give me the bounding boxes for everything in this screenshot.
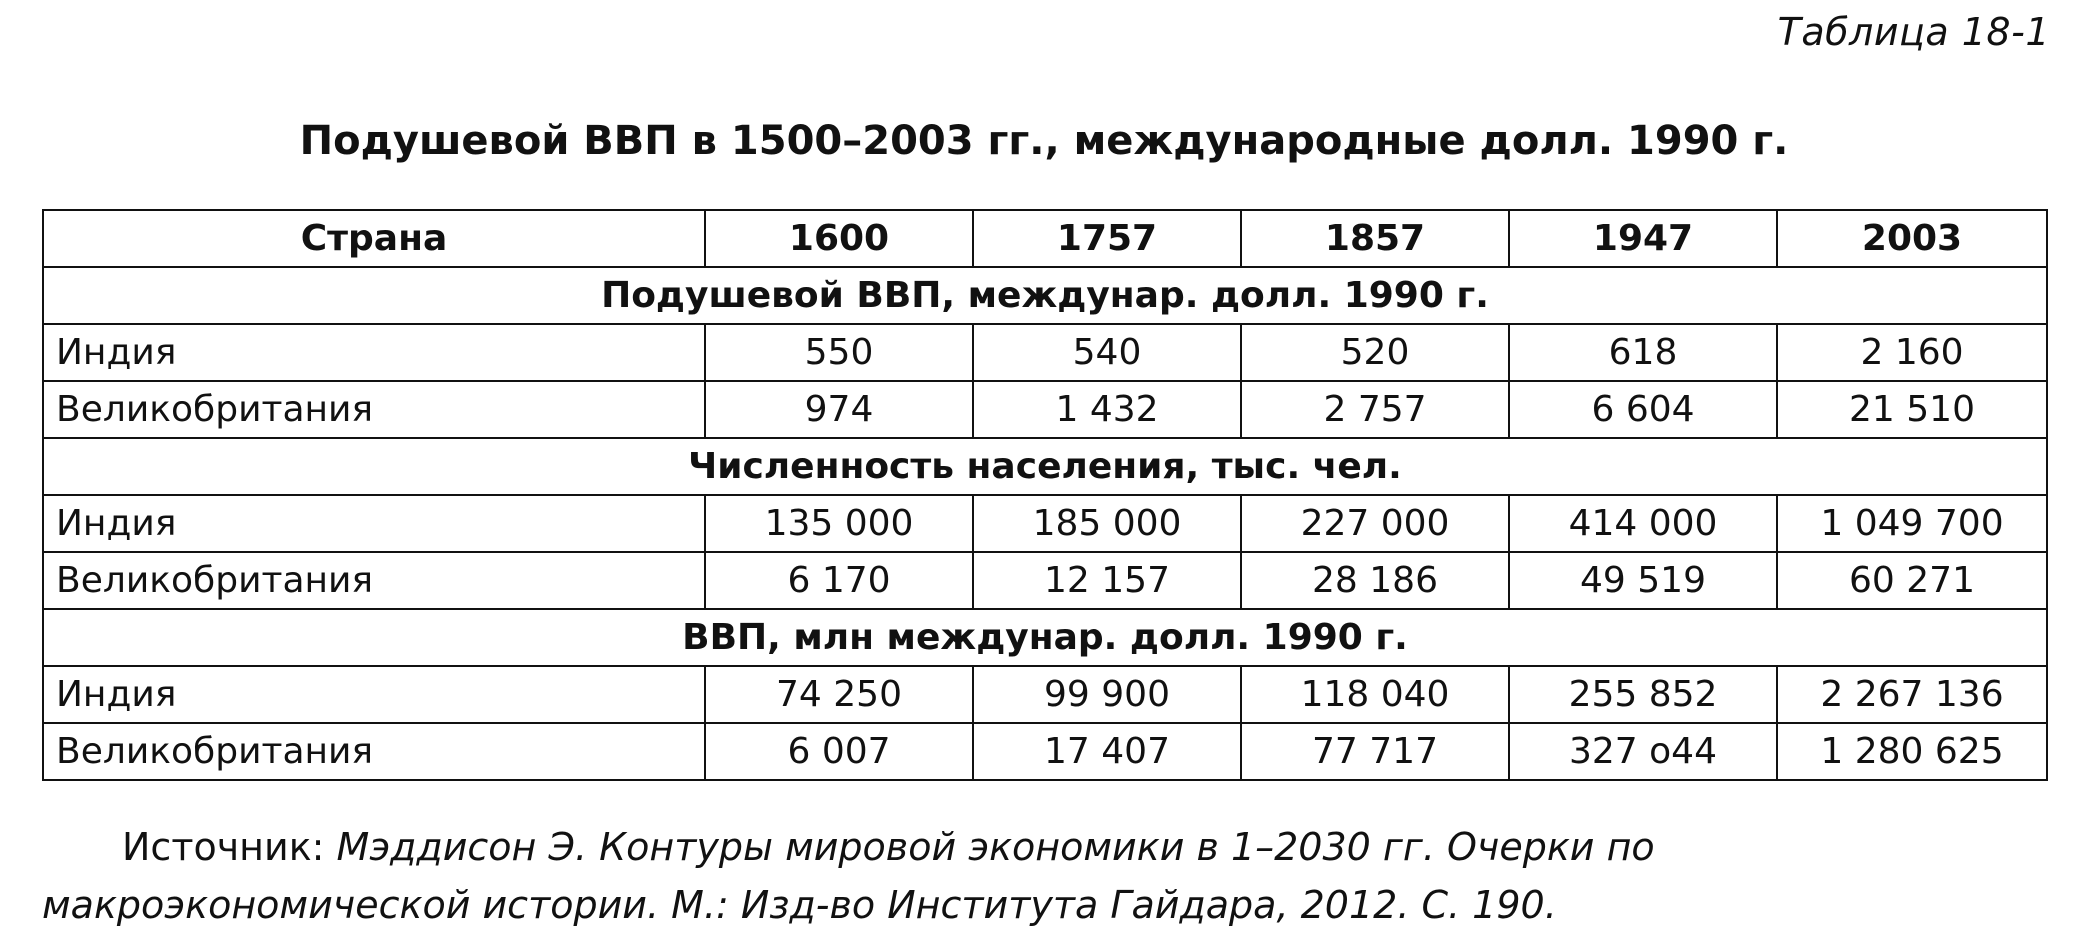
value-cell: 17 407 bbox=[973, 723, 1241, 780]
source-label: Источник: bbox=[122, 825, 337, 869]
section-row bbox=[43, 438, 2047, 495]
value-cell: 1 432 bbox=[973, 381, 1241, 438]
value-cell: 227 000 bbox=[1241, 495, 1509, 552]
value-cell: 2 267 136 bbox=[1777, 666, 2047, 723]
section-row bbox=[43, 267, 2047, 324]
table-row bbox=[43, 723, 2047, 780]
value-cell: 6 007 bbox=[705, 723, 973, 780]
header-year: 2003 bbox=[1777, 210, 2047, 267]
header-row bbox=[43, 210, 2047, 267]
value-cell: 255 852 bbox=[1509, 666, 1777, 723]
value-cell: 99 900 bbox=[973, 666, 1241, 723]
header-year: 1857 bbox=[1241, 210, 1509, 267]
value-cell: 74 250 bbox=[705, 666, 973, 723]
table-row bbox=[43, 324, 2047, 381]
section-row bbox=[43, 609, 2047, 666]
section-title: Численность населения, тыс. чел. bbox=[43, 438, 2047, 495]
value-cell: 2 757 bbox=[1241, 381, 1509, 438]
value-cell: 60 271 bbox=[1777, 552, 2047, 609]
value-cell: 550 bbox=[705, 324, 973, 381]
value-cell: 1 049 700 bbox=[1777, 495, 2047, 552]
country-cell: Великобритания bbox=[43, 381, 705, 438]
value-cell: 77 717 bbox=[1241, 723, 1509, 780]
value-cell: 28 186 bbox=[1241, 552, 1509, 609]
header-year: 1947 bbox=[1509, 210, 1777, 267]
value-cell: 1 280 625 bbox=[1777, 723, 2047, 780]
value-cell: 118 040 bbox=[1241, 666, 1509, 723]
table-row bbox=[43, 495, 2047, 552]
value-cell: 618 bbox=[1509, 324, 1777, 381]
table-row bbox=[43, 666, 2047, 723]
table-title: Подушевой ВВП в 1500–2003 гг., международные долл. 1990 г. bbox=[299, 118, 1789, 164]
section-title: Подушевой ВВП, междунар. долл. 1990 г. bbox=[43, 267, 2047, 324]
value-cell: 21 510 bbox=[1777, 381, 2047, 438]
country-cell: Индия bbox=[43, 666, 705, 723]
country-cell: Индия bbox=[43, 495, 705, 552]
value-cell: 540 bbox=[973, 324, 1241, 381]
table-row bbox=[43, 381, 2047, 438]
header-country: Страна bbox=[43, 210, 705, 267]
country-cell: Великобритания bbox=[43, 723, 705, 780]
gdp-table bbox=[42, 209, 2048, 781]
value-cell: 49 519 bbox=[1509, 552, 1777, 609]
value-cell: 520 bbox=[1241, 324, 1509, 381]
value-cell: 414 000 bbox=[1509, 495, 1777, 552]
value-cell: 974 bbox=[705, 381, 973, 438]
source-citation: Мэддисон Э. Контуры мировой экономики в 1–2030 гг. Очерки по макроэкономической истории. М.: Изд-во Института Гайдара, 2012. С. 190. bbox=[42, 825, 1655, 927]
value-cell: 12 157 bbox=[973, 552, 1241, 609]
section-title: ВВП, млн междунар. долл. 1990 г. bbox=[43, 609, 2047, 666]
source-note bbox=[42, 818, 2046, 934]
country-cell: Великобритания bbox=[43, 552, 705, 609]
value-cell: 6 604 bbox=[1509, 381, 1777, 438]
value-cell: 2 160 bbox=[1777, 324, 2047, 381]
value-cell: 6 170 bbox=[705, 552, 973, 609]
header-year: 1600 bbox=[705, 210, 973, 267]
table-row bbox=[43, 552, 2047, 609]
value-cell: 185 000 bbox=[973, 495, 1241, 552]
value-cell: 327 о44 bbox=[1509, 723, 1777, 780]
country-cell: Индия bbox=[43, 324, 705, 381]
header-year: 1757 bbox=[973, 210, 1241, 267]
table-number: Таблица 18-1 bbox=[1777, 10, 2050, 54]
value-cell: 135 000 bbox=[705, 495, 973, 552]
